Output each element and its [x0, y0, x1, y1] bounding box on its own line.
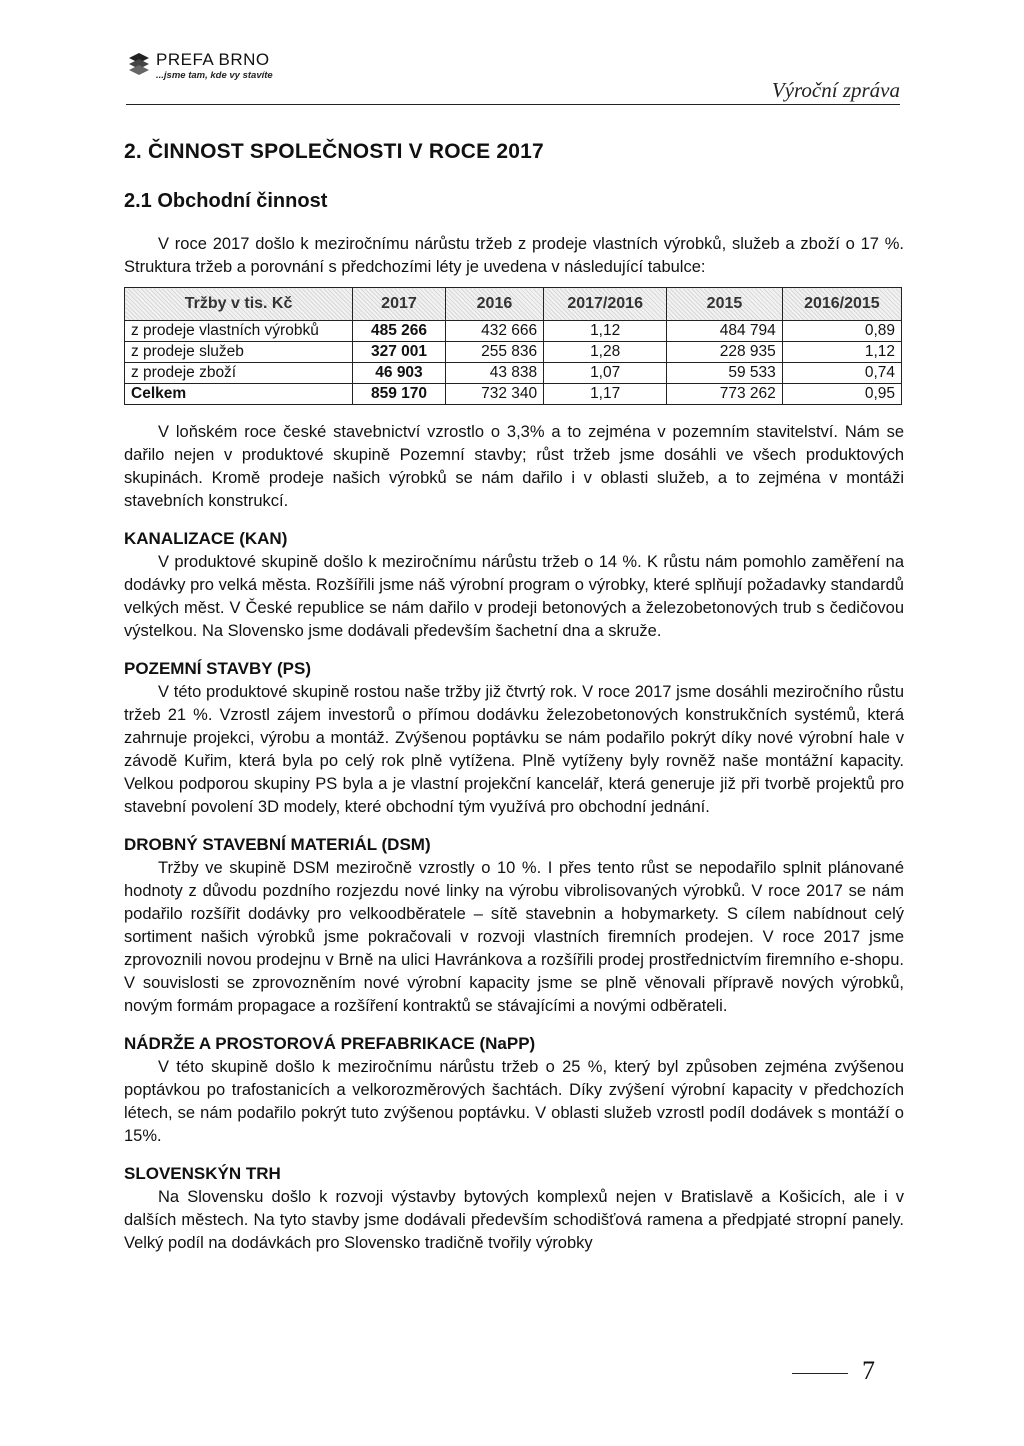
- section-paragraph: Na Slovensku došlo k rozvoji výstavby bytových komplexů nejen v Bratislavě a Košicích, ale i v dalších městech. Na tyto stavby jsme dodávali především schodišťová ramena a předpjaté stropní panely. Velký podíl na dodávkách pro Slovensko tradičně tvořily výrobky: [124, 1188, 904, 1252]
- table-cell: 485 266: [353, 321, 446, 342]
- table-cell: 1,28: [544, 342, 667, 363]
- summary-paragraph: V loňském roce české stavebnictví vzrostlo o 3,3% a to zejména v pozemním stavitelství. Nám se dařilo nejen v produktové skupině Pozemní stavby; růst tržeb jsme dosáhli ve všech produktových skupinách. Kromě prodeje našich výrobků se nám dařilo i v oblasti služeb, a to zejména v montáži stavebních konstrukcí.: [124, 423, 904, 510]
- table-cell: 432 666: [445, 321, 543, 342]
- subsection-title: 2.1 Obchodní činnost: [124, 190, 328, 212]
- table-total-row: [125, 384, 902, 405]
- header-cell: 2017: [353, 288, 446, 321]
- table-cell: 732 340: [445, 384, 543, 405]
- table-cell: 327 001: [353, 342, 446, 363]
- table-header-row: [125, 288, 902, 321]
- table-cell: 228 935: [667, 342, 783, 363]
- table-cell: z prodeje služeb: [125, 342, 353, 363]
- company-name: PREFA BRNO: [156, 50, 270, 69]
- table-cell: z prodeje zboží: [125, 363, 353, 384]
- section-paragraph: V této skupině došlo k meziročnímu nárůstu tržeb o 25 %, který byl způsoben zejména zvýšenou poptávkou po trafostanicích a velkorozměrových šachtách. Díky zvýšení výrobní kapacity v předchozích létech, se nám podařilo pokrýt tuto zvýšenou poptávku. V oblasti služeb vzrostl podíl dodávek s montáží o 15%.: [124, 1058, 904, 1145]
- table-cell: 1,12: [544, 321, 667, 342]
- table-cell: 0,89: [782, 321, 901, 342]
- section-heading: DROBNÝ STAVEBNÍ MATERIÁL (DSM): [124, 835, 431, 854]
- sales-table: [124, 287, 902, 405]
- footer-divider: [792, 1373, 848, 1374]
- section-heading: POZEMNÍ STAVBY (PS): [124, 659, 312, 678]
- table-cell: z prodeje vlastních výrobků: [125, 321, 353, 342]
- table-cell: 1,17: [544, 384, 667, 405]
- section-heading: NÁDRŽE A PROSTOROVÁ PREFABRIKACE (NaPP): [124, 1034, 536, 1053]
- section-heading: SLOVENSKÝN TRH: [124, 1164, 281, 1183]
- section-paragraph: V produktové skupině došlo k meziročnímu nárůstu tržeb o 14 %. K růstu nám pomohlo zaměření na dodávky pro velká města. Rozšířili jsme náš výrobní program o výrobky, které splňují požadavky standardů velkých měst. V České republice se nám dařilo v prodeji betonových a železobetonových trub s čedičovou výstelkou. Na Slovensko jsme dodávali především šachetní dna a skruže.: [124, 553, 904, 640]
- table-cell: 46 903: [353, 363, 446, 384]
- report-title: Výroční zpráva: [771, 78, 900, 102]
- table-cell: 1,07: [544, 363, 667, 384]
- table-row: [125, 342, 902, 363]
- table-cell: 0,74: [782, 363, 901, 384]
- section-heading: KANALIZACE (KAN): [124, 529, 288, 548]
- table-cell: 59 533: [667, 363, 783, 384]
- section-paragraph: V této produktové skupině rostou naše tržby již čtvrtý rok. V roce 2017 jsme dosáhli meziročního růstu tržeb 21 %. Vzrostl zájem investorů o přímou dodávku železobetonových konstrukčních systémů, která zahrnuje projekci, výrobu a montáž. Zvýšenou poptávku se nám podařilo pokrýt díky nové výrobní hale v závodě Kuřim, která byla po celý rok plně vytížena. Plně vytíženy byly rovněž naše montážní kapacity. Velkou podporou skupiny PS byla a je vlastní projekční kancelář, která generuje již při tvorbě projektů pro stavební povolení 3D modely, které obchodní tým využívá pro obchodní jednání.: [124, 683, 904, 816]
- table-cell: Celkem: [125, 384, 353, 405]
- main-content: [124, 140, 904, 1255]
- table-cell: 773 262: [667, 384, 783, 405]
- table-row: [125, 321, 902, 342]
- company-motto: ...jsme tam, kde vy stavíte: [156, 70, 273, 81]
- header-cell: 2015: [667, 288, 783, 321]
- table-cell: 1,12: [782, 342, 901, 363]
- header-cell: Tržby v tis. Kč: [125, 288, 353, 321]
- table-cell: 484 794: [667, 321, 783, 342]
- table-cell: 43 838: [445, 363, 543, 384]
- header-cell: 2016: [445, 288, 543, 321]
- table-row: [125, 363, 902, 384]
- table-cell: 255 836: [445, 342, 543, 363]
- section-title: 2. ČINNOST SPOLEČNOSTI V ROCE 2017: [124, 140, 544, 163]
- intro-paragraph: V roce 2017 došlo k meziročnímu nárůstu tržeb z prodeje vlastních výrobků, služeb a zboží o 17 %. Struktura tržeb a porovnání s předchozími léty je uvedena v následující tabulce:: [124, 235, 904, 276]
- company-logo: [128, 50, 273, 82]
- table-cell: 859 170: [353, 384, 446, 405]
- prefa-logo-icon: [128, 52, 150, 76]
- page-number: 7: [862, 1356, 875, 1385]
- table-cell: 0,95: [782, 384, 901, 405]
- header-cell: 2016/2015: [782, 288, 901, 321]
- header-divider: [126, 104, 900, 105]
- header-cell: 2017/2016: [544, 288, 667, 321]
- section-paragraph: Tržby ve skupině DSM meziročně vzrostly o 10 %. I přes tento růst se nepodařilo splnit plánované hodnoty z důvodu pozdního rozjezdu nové linky na výrobu vibrolisovaných výrobků. V roce 2017 se nám podařilo rozšířit dodávky pro velkoodběratele – sítě stavebnin a hobymarkety. S cílem nabídnout celý sortiment našich výrobků jsme pokračovali v rozvoji vlastních firemních prodejen. V roce 2017 jsme zprovoznili novou prodejnu v Brně na ulici Havránkova a rozšířili prodej prostřednictvím firemního e-shopu. V souvislosti se zprovozněním nové výrobní kapacity jsme se plně věnovali přípravě nových výrobků, novým formám propagace a rozšíření kontraktů se stávajícími a novými odběrateli.: [124, 859, 904, 1015]
